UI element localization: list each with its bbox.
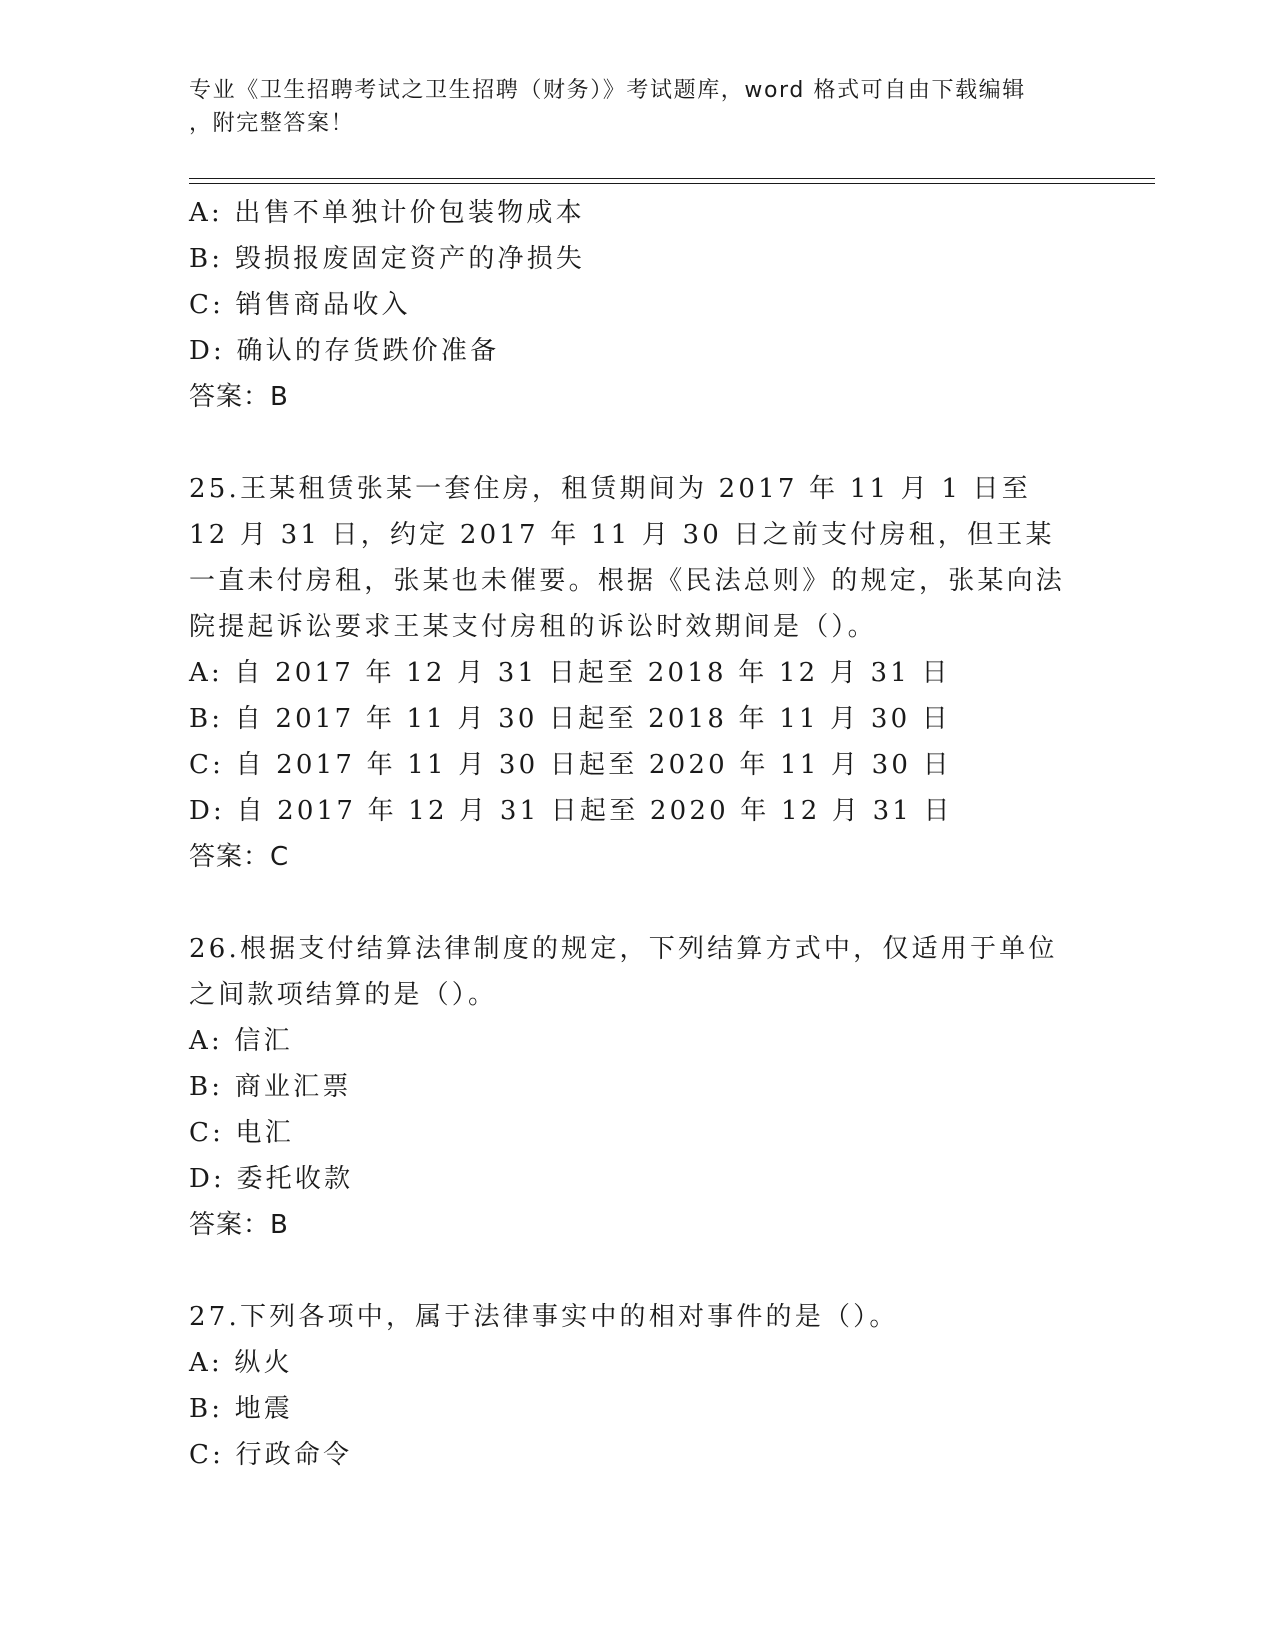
question-stem: 25.王某租赁张某一套住房，租赁期间为 2017 年 11 月 1 日至 12 月 31 日，约定 2017 年 11 月 30 日之前支付房租，但王某一直未付房租，张某也未催要。根据《民法总则》的规定，张某向法院提起诉讼要求王某支付房租的诉讼时效期间是（）。 <box>189 474 1066 642</box>
header-divider-top <box>189 178 1155 179</box>
option-d: D: 委托收款 <box>189 1164 354 1194</box>
option-c: C: 自 2017 年 11 月 30 日起至 2020 年 11 月 30 日 <box>189 750 952 780</box>
option-d: D: 确认的存货跌价准备 <box>189 336 500 366</box>
option-b: B: 自 2017 年 11 月 30 日起至 2018 年 11 月 30 日 <box>189 704 951 734</box>
question-stem: 27.下列各项中，属于法律事实中的相对事件的是（）。 <box>189 1302 899 1332</box>
option-c: C: 电汇 <box>189 1118 294 1148</box>
question-list <box>189 190 1079 1478</box>
header-line-2: ，附完整答案！ <box>189 111 355 136</box>
document-header <box>189 74 1089 140</box>
question-stem: 26.根据支付结算法律制度的规定，下列结算方式中，仅适用于单位之间款项结算的是（）。 <box>189 934 1058 1010</box>
answer-line: 答案：C <box>189 842 290 872</box>
option-a: A: 出售不单独计价包装物成本 <box>189 198 585 228</box>
option-d: D: 自 2017 年 12 月 31 日起至 2020 年 12 月 31 日 <box>189 796 953 826</box>
header-divider-bottom <box>189 183 1155 184</box>
option-b: B: 毁损报废固定资产的净损失 <box>189 244 586 274</box>
header-line-1: 专业《卫生招聘考试之卫生招聘（财务）》考试题库，word 格式可自由下载编辑 <box>189 78 1026 103</box>
option-a: A: 纵火 <box>189 1348 293 1378</box>
question-block-24 <box>189 190 1079 420</box>
question-block-27 <box>189 1294 1079 1478</box>
spacer <box>189 420 1079 466</box>
answer-line: 答案：B <box>189 382 289 412</box>
option-c: C: 销售商品收入 <box>189 290 411 320</box>
question-block-25 <box>189 466 1079 880</box>
option-c: C: 行政命令 <box>189 1440 353 1470</box>
answer-line: 答案：B <box>189 1210 289 1240</box>
option-b: B: 商业汇票 <box>189 1072 352 1102</box>
option-a: A: 信汇 <box>189 1026 293 1056</box>
option-a: A: 自 2017 年 12 月 31 日起至 2018 年 12 月 31 日 <box>189 658 951 688</box>
option-b: B: 地震 <box>189 1394 294 1424</box>
question-block-26 <box>189 926 1079 1248</box>
spacer <box>189 1248 1079 1294</box>
spacer <box>189 880 1079 926</box>
